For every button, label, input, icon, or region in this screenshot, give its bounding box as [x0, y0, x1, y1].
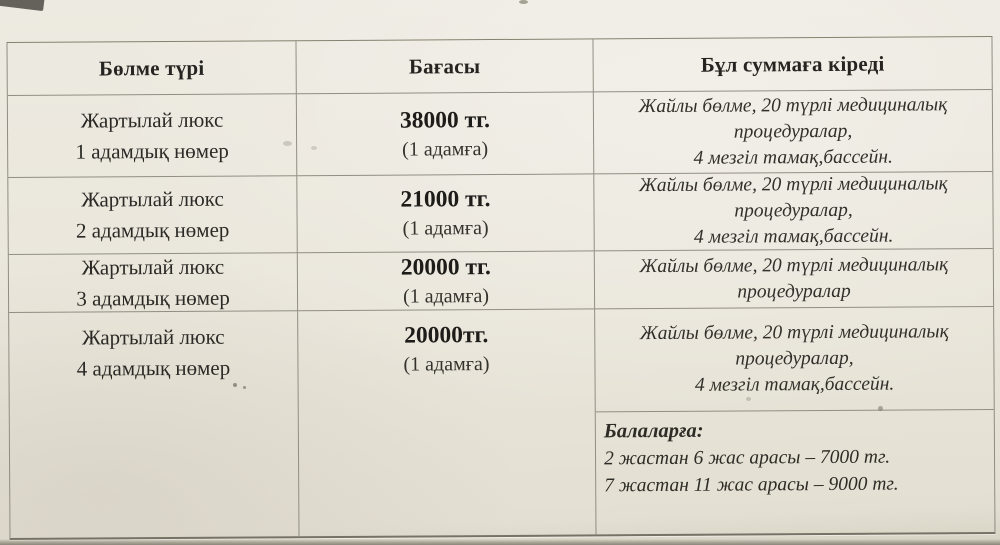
header-price-label: Бағасы: [408, 53, 481, 79]
price-note: (1 адамға): [402, 137, 489, 161]
table-row-2-price: [297, 174, 594, 253]
photo-corner-shadow: [0, 0, 45, 11]
includes-line: 4 мезгіл тамақ,бассейн.: [693, 225, 894, 248]
room-capacity: 3 адамдық нөмер: [76, 285, 230, 311]
table-row-1-room-type: [8, 94, 297, 178]
header-room-type: [7, 41, 296, 96]
children-pricing-cell: [596, 410, 995, 534]
price-table: [6, 36, 995, 540]
table-row-4-room-type: [9, 311, 299, 538]
price-note: (1 адамға): [402, 217, 489, 240]
photo-speck: [519, 0, 528, 4]
room-name: Жартылай люкс: [81, 324, 225, 350]
room-capacity: 1 адамдық нөмер: [75, 138, 229, 164]
table-row-1-price: [297, 92, 594, 176]
table-row-1-includes: [594, 90, 992, 174]
room-capacity: 4 адамдық нөмер: [76, 355, 231, 381]
photo-bottom-edge: [0, 539, 1000, 545]
price-value: 21000 тг.: [400, 186, 491, 213]
price-note: (1 адамға): [402, 284, 490, 308]
table-row-4-price: [298, 309, 596, 536]
room-name: Жартылай люкс: [81, 254, 225, 280]
photo-smudge: [878, 406, 883, 411]
header-room-type-label: Бөлме түрі: [98, 55, 205, 80]
price-value: 20000тг.: [404, 322, 489, 349]
table-row-3-price: [298, 251, 595, 311]
price-value: 20000 тг.: [400, 253, 491, 281]
table-row-2-room-type: [8, 176, 297, 255]
includes-line: Жайлы бөлме, 20 түрлі медициналық: [639, 321, 949, 345]
includes-line: процедуралар: [737, 280, 851, 303]
room-capacity: 2 адамдық нөмер: [75, 217, 230, 243]
table-row-3-includes: [595, 249, 993, 309]
photo-smudge: [233, 383, 237, 387]
includes-line: 4 мезгіл тамақ,бассейн.: [694, 373, 895, 396]
table-row-4-includes: [595, 307, 994, 412]
header-includes-label: Бұл суммаға кіреді: [700, 51, 885, 77]
includes-line: процедуралар,: [734, 199, 853, 222]
photo-smudge: [243, 386, 246, 389]
includes-line: процедуралар,: [735, 347, 854, 370]
room-name: Жартылай люкс: [80, 107, 224, 133]
children-pricing-line: 2 жастан 6 жас арасы – 7000 тг.: [603, 446, 891, 470]
includes-line: 4 мезгіл тамақ,бассейн.: [693, 146, 893, 169]
table-row-2-includes: [594, 172, 992, 251]
table-row-3-room-type: [9, 253, 298, 313]
price-value: 38000 тг.: [399, 106, 491, 134]
price-note: (1 адамға): [403, 353, 490, 376]
includes-line: Жайлы бөлме, 20 түрлі медициналық: [638, 173, 948, 197]
children-pricing-title: Балаларға:: [603, 419, 704, 443]
photo-smudge: [283, 141, 292, 146]
header-includes: [593, 37, 991, 92]
includes-line: Жайлы бөлме, 20 түрлі медициналық: [639, 253, 949, 277]
header-price: [296, 39, 593, 94]
room-name: Жартылай люкс: [81, 186, 224, 212]
children-pricing-line: 7 жастан 11 жас арасы – 9000 тг.: [604, 473, 899, 497]
photo-smudge: [746, 397, 751, 401]
includes-line: Жайлы бөлме, 20 түрлі медициналық: [638, 93, 948, 117]
photo-smudge: [311, 146, 317, 150]
includes-line: процедуралар,: [733, 120, 853, 143]
